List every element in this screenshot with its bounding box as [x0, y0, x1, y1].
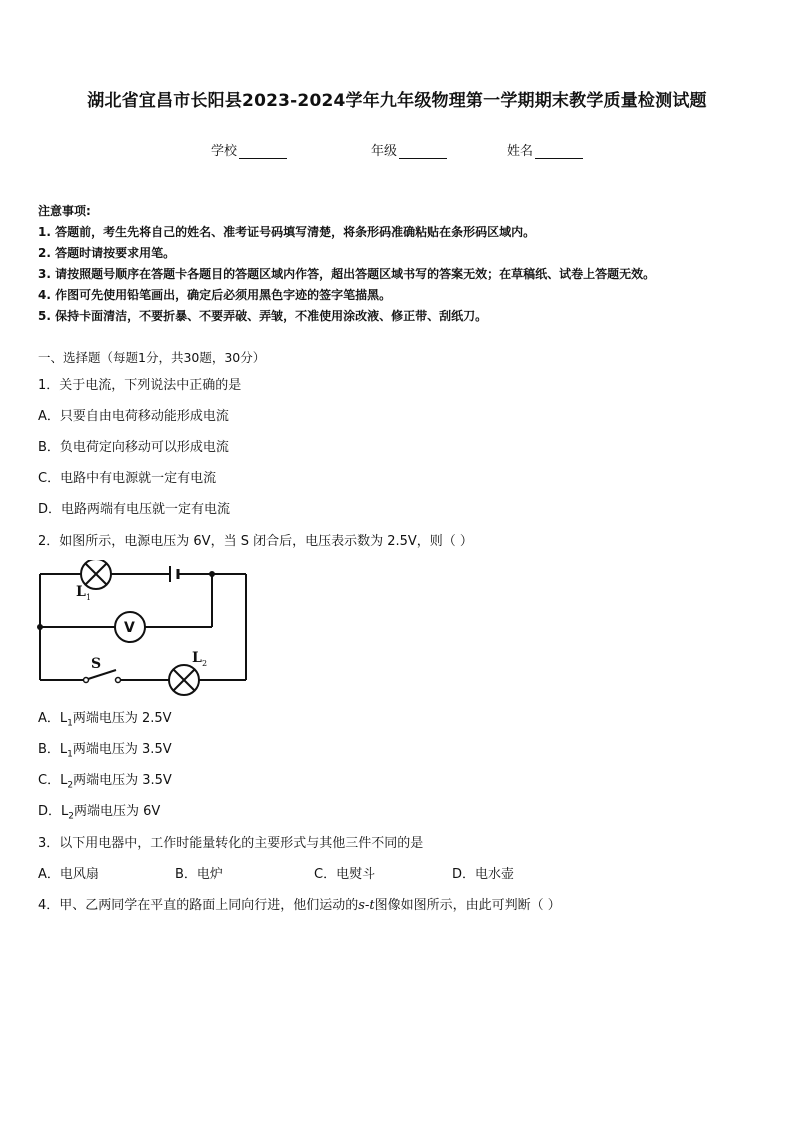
page-title: 湖北省宜昌市长阳县2023-2024学年九年级物理第一学期期末教学质量检测试题: [87, 91, 707, 111]
question-1-stem: 1．关于电流，下列说法中正确的是: [38, 378, 242, 393]
question-3-option-a: A．电风扇: [38, 867, 99, 882]
school-label: 学校: [211, 144, 238, 159]
question-2-option-c: C．$L_2$两端电压为 3.5V: [38, 773, 172, 791]
switch-contact: [116, 678, 121, 683]
grade-label: 年级: [371, 144, 398, 159]
question-2-option-b: B．$L_1$两端电压为 3.5V: [38, 742, 172, 760]
note-item: 5. 保持卡面清洁，不要折暴、不要弄破、弄皱，不准使用涂改液、修正带、刮纸刀。: [38, 309, 488, 323]
note-item: 2. 答题时请按要求用笔。: [38, 246, 176, 260]
switch-label: S: [91, 656, 102, 672]
question-3-stem: 3．以下用电器中，工作时能量转化的主要形式与其他三件不同的是: [38, 836, 424, 851]
note-item: 1. 答题前，考生先将自己的姓名、准考证号码填写清楚，将条形码准确粘贴在条形码区域内。: [38, 225, 536, 239]
question-1-option-a: A．只要自由电荷移动能形成电流: [38, 409, 229, 424]
circuit-diagram: [36, 560, 256, 700]
name-label: 姓名: [507, 144, 534, 159]
question-1-option-d: D．电路两端有电压就一定有电流: [38, 502, 231, 517]
note-item: 3. 请按照题号顺序在答题卡各题目的答题区域内作答，超出答题区域书写的答案无效；在草稿纸、试卷上答题无效。: [38, 267, 656, 281]
lamp-l2: [169, 665, 199, 695]
name-field[interactable]: [507, 140, 583, 159]
question-3-option-c: C．电熨斗: [314, 867, 376, 882]
note-item: 4. 作图可先使用铅笔画出，确定后必须用黑色字迹的签字笔描黑。: [38, 288, 392, 302]
question-2-option-a: A．$L_1$两端电压为 2.5V: [38, 711, 172, 729]
grade-field[interactable]: [371, 140, 447, 159]
junction-dot: [209, 571, 215, 577]
section-heading: 一、选择题（每题1分，共30题，30分）: [38, 350, 266, 365]
question-3-option-d: D．电水壶: [452, 867, 515, 882]
school-field[interactable]: [211, 140, 287, 159]
question-3-option-b: B．电炉: [175, 867, 223, 882]
question-4-stem: 4．甲、乙两同学在平直的路面上同向行进，他们运动的s-t图像如图所示，由此可判断（ ）: [38, 898, 561, 913]
grade-blank[interactable]: [399, 144, 447, 159]
lamp-l1-sub: 1: [86, 593, 92, 602]
notes-heading: 注意事项:: [38, 204, 91, 218]
name-blank[interactable]: [535, 144, 583, 159]
question-1-option-c: C．电路中有电源就一定有电流: [38, 471, 217, 486]
question-2-stem: 2．如图所示，电源电压为 6V，当 S 闭合后，电压表示数为 2.5V，则（ ）: [38, 534, 473, 549]
school-blank[interactable]: [239, 144, 287, 159]
question-1-option-b: B．负电荷定向移动可以形成电流: [38, 440, 229, 455]
voltmeter-label: V: [124, 620, 135, 636]
junction-dot: [37, 624, 43, 630]
lamp-l1-label: L: [76, 584, 86, 600]
lamp-l2-sub: 2: [202, 659, 208, 668]
switch-contact: [84, 678, 89, 683]
question-2-option-d: D．$L_2$两端电压为 6V: [38, 804, 161, 822]
lamp-l2-label: L: [192, 650, 202, 666]
